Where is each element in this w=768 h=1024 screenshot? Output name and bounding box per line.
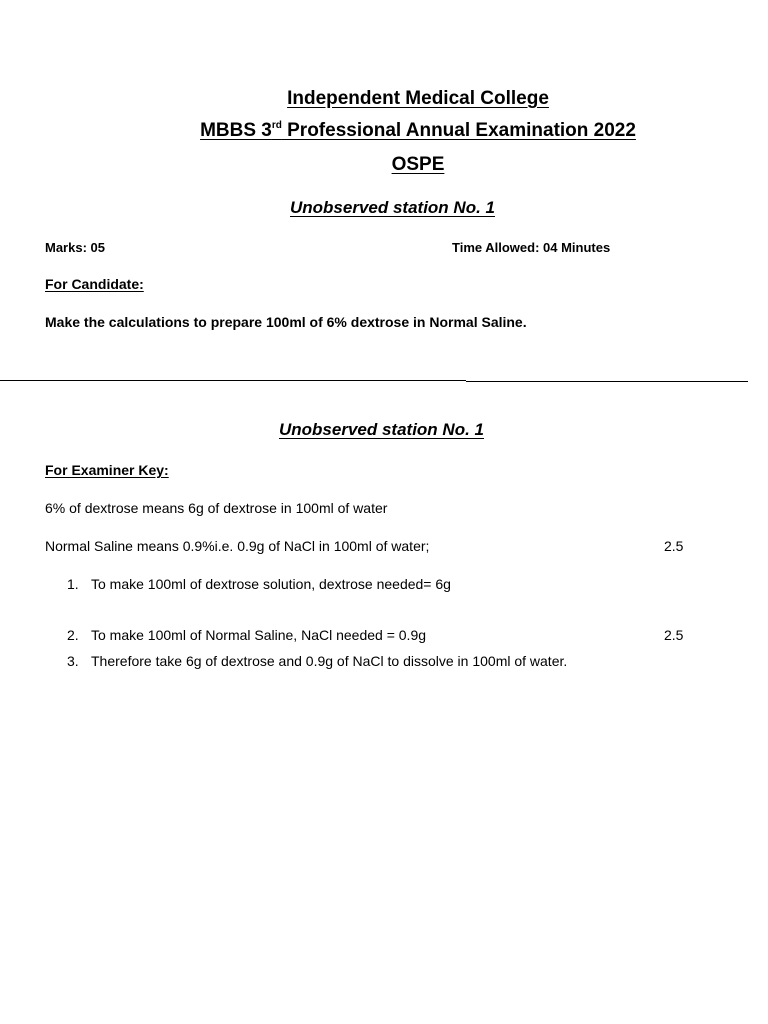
divider-line-right: [466, 381, 748, 382]
step-text: Therefore take 6g of dextrose and 0.9g of NaCl to dissolve in 100ml of water.: [91, 653, 568, 669]
exam-title-prefix: MBBS 3: [200, 120, 272, 141]
exam-title-superscript: rd: [271, 119, 282, 131]
key-line-normal-saline: Normal Saline means 0.9%i.e. 0.9g of NaCl in 100ml of water;: [45, 538, 430, 554]
exam-type: OSPE: [391, 154, 445, 175]
candidate-question: Make the calculations to prepare 100ml of 6% dextrose in Normal Saline.: [45, 314, 527, 330]
for-candidate-label: For Candidate:: [45, 276, 144, 292]
candidate-station-title: Unobserved station No. 1: [290, 198, 495, 217]
step-text: To make 100ml of dextrose solution, dextrose needed= 6g: [91, 576, 451, 592]
step-number: 1.: [67, 576, 79, 592]
key-line-marks: 2.5: [664, 538, 684, 554]
step-number: 3.: [67, 653, 79, 669]
step-text: To make 100ml of Normal Saline, NaCl needed = 0.9g: [91, 627, 427, 643]
divider-line-left: [0, 380, 466, 381]
key-line-dextrose: 6% of dextrose means 6g of dextrose in 100ml of water: [45, 500, 388, 516]
exam-title-suffix: Professional Annual Examination 2022: [281, 120, 636, 141]
step-number: 2.: [67, 627, 79, 643]
exam-title: [0, 120, 768, 142]
time-allowed-label: Time Allowed: 04 Minutes: [452, 240, 611, 255]
for-examiner-label: For Examiner Key:: [45, 462, 169, 478]
step-marks: 2.5: [664, 627, 684, 643]
examiner-station-title: Unobserved station No. 1: [279, 420, 484, 439]
college-name: Independent Medical College: [287, 88, 549, 109]
marks-label: Marks: 05: [45, 240, 105, 255]
